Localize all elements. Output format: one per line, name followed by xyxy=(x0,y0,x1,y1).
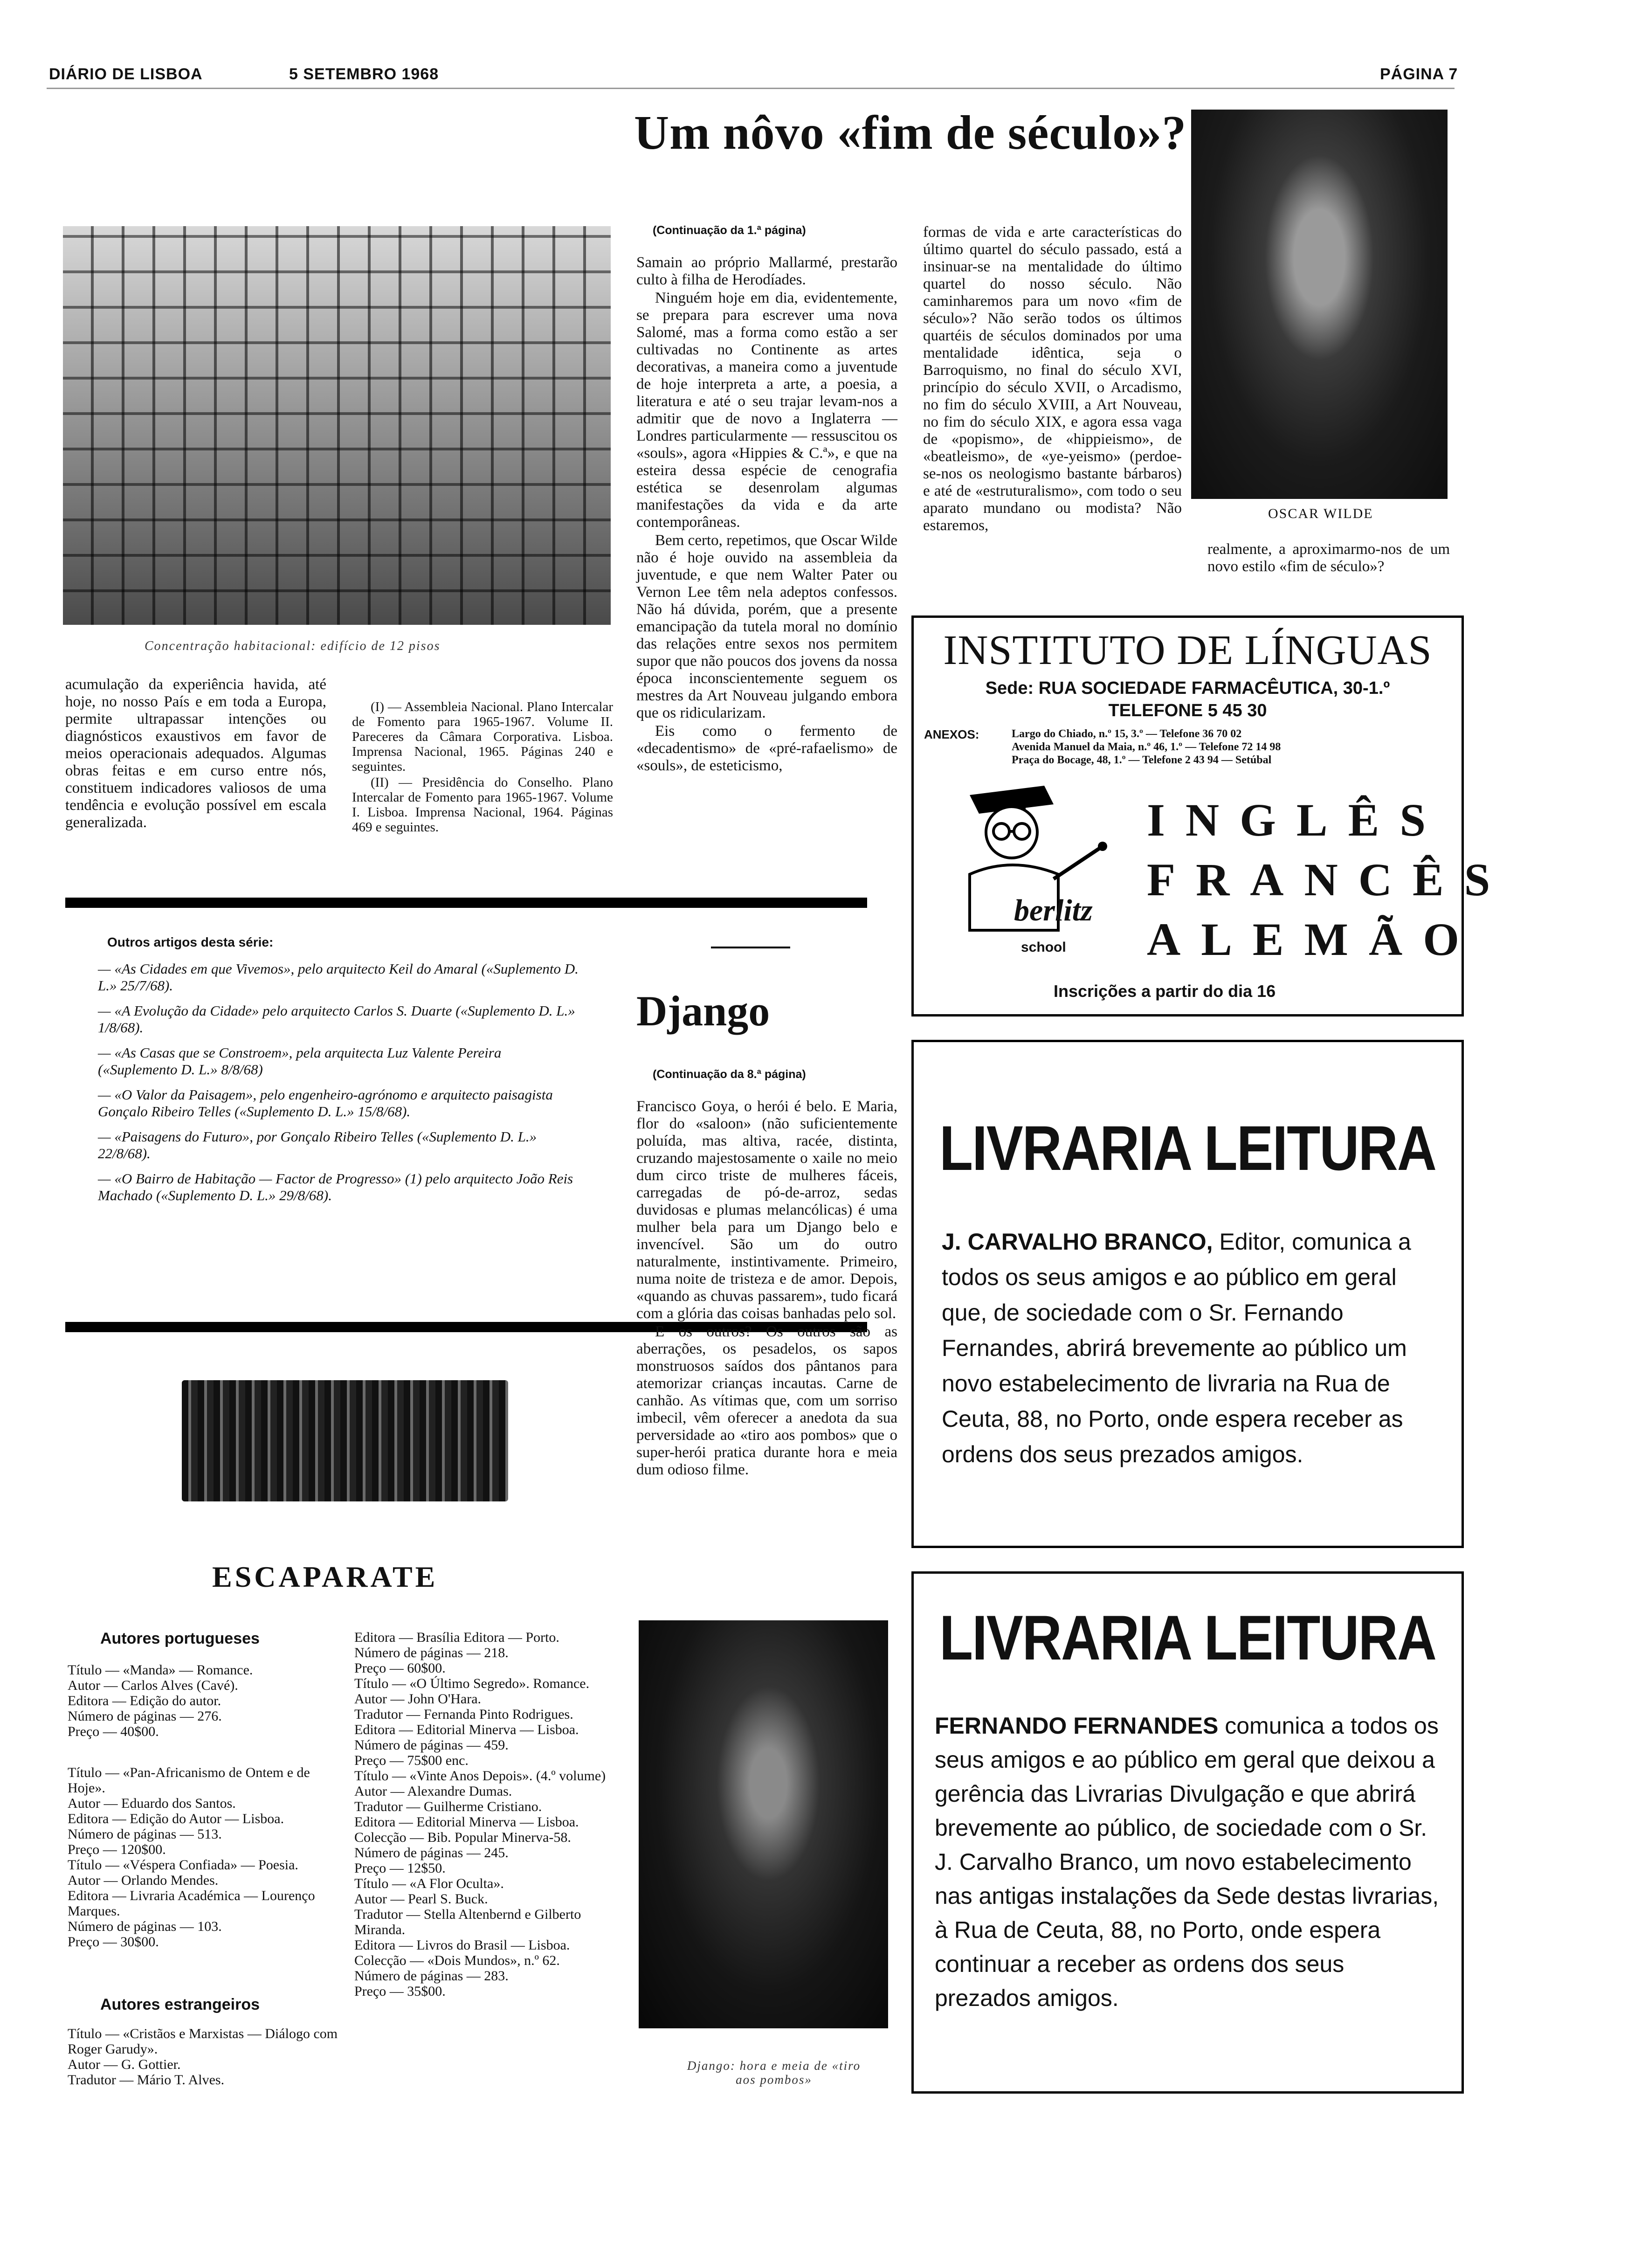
django-text xyxy=(636,1098,897,1480)
book-entry-line: Autor — John O'Hara. xyxy=(354,1691,482,1707)
book-entry-line: Autor — G. Gottier. xyxy=(68,2057,181,2072)
livraria-body-2 xyxy=(935,1709,1443,2015)
book-entry-line: Preço — 120$00. xyxy=(68,1842,166,1857)
book-entry-line: Colecção — Bib. Popular Minerva-58. xyxy=(354,1830,571,1845)
languages-list xyxy=(1147,790,1510,969)
book-entry-line: Preço — 75$00 enc. xyxy=(354,1753,469,1768)
livraria-body-2-lead: FERNANDO FERNANDES xyxy=(935,1713,1219,1739)
escaparate-foreign-entry xyxy=(68,2026,338,2088)
book-entry-line: Tradutor — Mário T. Alves. xyxy=(68,2072,225,2088)
article-paragraph: formas de vida e arte características do último quartel do século passado, está a insinuar-se na mentalidade do último quartel do nosso século. Não caminharemos para um novo «fim de século»? Não serão todos os últimos quartéis de séculos dominados por uma mentalidade idêntica, seja o Barroquismo, no final do século XVI, princípio do século XVII, o Arcadismo, no fim do século XVIII, a Art Nouveau, no fim do século XIX, e agora essa vaga de «popismo», de «hippieismo», de «beatleismo», de «ye-yeismo» (perdoe-se-nos os neologismo bastante bárbaros) e até de «estruturalismo», com todo o seu aparato mundano ou modista? Não estaremos, xyxy=(923,224,1182,534)
anexo-item: Largo do Chiado, n.º 15, 3.º — Telefone 36 70 02 xyxy=(1012,728,1242,740)
escaparate-left-column xyxy=(68,1662,338,1950)
book-entry-line: Preço — 12$50. xyxy=(354,1860,446,1876)
page-number: PÁGINA 7 xyxy=(1380,65,1458,83)
book-entry-line: Número de páginas — 513. xyxy=(68,1826,222,1842)
article-paragraph: Samain ao próprio Mallarmé, prestarão culto à filha de Herodíades. xyxy=(636,254,897,288)
other-article-item: — «O Bairro de Habitação — Factor de Progresso» (1) pelo arquitecto João Reis Machado («Suplemento D. L.» 29/8/68). xyxy=(98,1170,573,1203)
book-entry-line: Número de páginas — 103. xyxy=(68,1919,222,1934)
anexos-list xyxy=(1012,727,1281,767)
book-entry-line: Autor — Alexandre Dumas. xyxy=(354,1784,512,1799)
building-photo xyxy=(63,226,611,625)
book-entry-line: Preço — 60$00. xyxy=(354,1660,446,1676)
livraria-body-1-lead: J. CARVALHO BRANCO, xyxy=(942,1229,1213,1255)
language-item: FRANCÊS xyxy=(1147,854,1511,906)
book-entry-line: Editora — Edição do autor. xyxy=(68,1693,221,1708)
book-entry-line: Autor — Eduardo dos Santos. xyxy=(68,1796,236,1811)
instituto-sede: Sede: RUA SOCIEDADE FARMACÊUTICA, 30-1.º xyxy=(985,678,1390,698)
footnote-1: (I) — Assembleia Nacional. Plano Intercalar de Fomento para 1965-1967. Volume II. Pareceres da Câmara Corporativa. Lisboa. Imprensa Nacional, 1965. Páginas 240 e seguintes. xyxy=(352,699,613,774)
berlitz-logo: berlitz xyxy=(1014,893,1093,927)
book-entry-line: Título — «O Último Segredo». Romance. xyxy=(354,1676,590,1691)
book-entry-line: Título — «Manda» — Romance. xyxy=(68,1662,253,1678)
instituto-linguas-ad xyxy=(911,615,1511,1016)
newspaper-name: DIÁRIO DE LISBOA xyxy=(49,65,203,83)
book-entry-line: Número de páginas — 245. xyxy=(354,1845,509,1860)
book-entry-line: Editora — Livraria Académica — Lourenço Marques. xyxy=(68,1888,315,1919)
book-entry-line: Autor — Pearl S. Buck. xyxy=(354,1891,488,1907)
building-photo-caption: Concentração habitacional: edifício de 12 pisos xyxy=(145,639,441,653)
other-article-item: — «As Cidades em que Vivemos», pelo arquitecto Keil do Amaral («Suplemento D. L.» 25/7/68). xyxy=(98,961,579,994)
issue-date: 5 SETEMBRO 1968 xyxy=(289,65,439,83)
other-article-item: — «A Evolução da Cidade» pelo arquitecto Carlos S. Duarte («Suplemento D. L.» 1/8/68). xyxy=(98,1003,575,1036)
book-entry-line: Tradutor — Stella Altenbernd e Gilberto Miranda. xyxy=(354,1907,581,1937)
footnotes xyxy=(352,699,613,836)
berlitz-mascot-icon xyxy=(942,776,1110,963)
anexos-label: ANEXOS: xyxy=(924,727,979,741)
book-entry-line: Número de páginas — 218. xyxy=(354,1645,509,1660)
book-entry-line: Autor — Orlando Mendes. xyxy=(68,1873,219,1888)
book-entry-line: Editora — Brasília Editora — Porto. xyxy=(354,1630,559,1645)
book-entry-line: Editora — Livros do Brasil — Lisboa. xyxy=(354,1937,570,1953)
authors-portuguese-heading: Autores portugueses xyxy=(100,1630,260,1647)
other-article-item: — «O Valor da Paisagem», pelo engenheiro-agrónomo e arquitecto paisagista Gonçalo Ribeiro Telles («Suplemento D. L.» 15/8/68). xyxy=(98,1086,553,1120)
header-rule xyxy=(47,88,1455,89)
book-entry-line: Tradutor — Fernanda Pinto Rodrigues. xyxy=(354,1707,573,1722)
main-article-left-text xyxy=(65,676,326,832)
article-paragraph: E os outros? Os outros são as aberrações, os pesadelos, os sapos monstruosos saídos dos pântanos para atemorizar crianças incautas. Carne de canhão. As vítimas que, com um sorriso imbecil, vêm oferecer a anedota da sua perversidade ao «tiro aos pombos» que o super-herói pratica durante hora e meia dum odioso filme. xyxy=(636,1323,897,1478)
instituto-telefone: TELEFONE 5 45 30 xyxy=(1108,701,1267,720)
instituto-title: INSTITUTO DE LÍNGUAS xyxy=(943,627,1432,673)
book-entry-line: Editora — Editorial Minerva — Lisboa. xyxy=(354,1814,579,1830)
other-article-item: — «As Casas que se Constroem», pela arquitecta Luz Valente Pereira («Suplemento D. L.» 8/8/68) xyxy=(98,1044,502,1078)
book-entry-line: Título — «Véspera Confiada» — Poesia. xyxy=(68,1857,298,1873)
book-entry-line: Preço — 30$00. xyxy=(68,1934,159,1950)
language-item: INGLÊS xyxy=(1147,794,1446,846)
book-entry-line: Colecção — «Dois Mundos», n.º 62. xyxy=(354,1953,560,1968)
anexo-item: Praça do Bocage, 48, 1.º — Telefone 2 43 94 — Setúbal xyxy=(1012,754,1272,766)
book-entry-line: Título — «Pan-Africanismo de Ontem e de Hoje». xyxy=(68,1765,310,1796)
book-entry-line: Título — «Cristãos e Marxistas — Diálogo com Roger Garudy». xyxy=(68,2026,338,2057)
django-photo-caption: Django: hora e meia de «tiro aos pombos» xyxy=(687,2059,861,2087)
language-item: ALEMÃO xyxy=(1147,913,1480,965)
main-article-column-a xyxy=(636,254,897,775)
article-paragraph: Eis como o fermento de «decadentismo» de «pré-rafaelismo» de «souls», de esteticismo, xyxy=(636,723,897,774)
livraria-leitura-ad-2 xyxy=(911,1571,1464,2094)
main-article-column-c xyxy=(1207,541,1450,576)
portrait-caption: OSCAR WILDE xyxy=(1268,506,1373,521)
article-paragraph: Ninguém hoje em dia, evidentemente, se prepara para escrever uma nova Salomé, mas a forma como estão a ser cultivadas no Continente as artes decorativas, a maneira como a juventude de hoje interpreta a arte, a poesia, a literatura e até o seu trajar levam-nos a admitir que de novo a Inglaterra — Londres particularmente — ressuscitou os «souls», agora «Hippies & C.ª», e que na esteira dessa espécie de cenografia estética se desenrolam algumas manifestações da vida e da arte contemporâneas. xyxy=(636,290,897,531)
book-entry-line: Título — «A Flor Oculta». xyxy=(354,1876,504,1891)
livraria-leitura-ad-1 xyxy=(911,1040,1464,1548)
authors-foreign-heading: Autores estrangeiros xyxy=(100,1996,260,2013)
livraria-body-1-text: Editor, comunica a todos os seus amigos e ao público em geral que, de sociedade com o Sr. Fernando Fernandes, abrirá brevemente ao público um novo estabelecimento de livraria na Rua de Ceuta, 88, no Porto, onde espera receber as ordens dos seus prezados amigos. xyxy=(942,1229,1411,1467)
livraria-title-1: LIVRARIA LEITURA xyxy=(939,1113,1436,1184)
book-entry-line: Preço — 40$00. xyxy=(68,1724,159,1739)
article-separator xyxy=(711,947,790,948)
book-entry-line: Editora — Editorial Minerva — Lisboa. xyxy=(354,1722,579,1737)
article-paragraph: realmente, a aproximarmo-nos de um novo estilo «fim de século»? xyxy=(1207,541,1450,575)
main-article-title: Um nôvo «fim de século»? xyxy=(634,106,1187,159)
other-articles-heading: Outros artigos desta série: xyxy=(107,935,274,949)
article-paragraph: Francisco Goya, o herói é belo. E Maria, flor do «saloon» (não suficientemente poluída, mas altiva, racée, distinta, cruzando majestosamente o xaile no meio dum circo triste de mulheres fáceis, carregadas de pó-de-arroz, sedas duvidosas e plumas melancólicas) é uma mulher bela para um Django belo e invencível. São um do outro naturalmente, instintivamente. Primeiro, numa noite de tristeza e de amor. Depois, «quando as chuvas passarem», tudo ficará com a glória das coisas banhadas pelo sol. xyxy=(636,1098,897,1322)
book-entry-line: Tradutor — Guilherme Cristiano. xyxy=(354,1799,542,1814)
book-entry-line: Preço — 35$00. xyxy=(354,1984,446,1999)
main-article-column-b xyxy=(923,224,1182,535)
oscar-wilde-portrait xyxy=(1191,110,1448,499)
book-entry-line: Título — «Vinte Anos Depois». (4.º volume) xyxy=(354,1768,606,1784)
livraria-body-2-text: comunica a todos os seus amigos e ao público em geral que deixou a gerência das Livrarias Divulgação e que abrirá brevemente ao público, de sociedade com o Sr. J. Carvalho Branco, um novo estabelecimento nas antigas instalações da Sede destas livrarias, à Rua de Ceuta, 88, no Porto, onde espera continuar a receber as ordens dos seus prezados amigos. xyxy=(935,1713,1439,2011)
berlitz-logo-sub: school xyxy=(1021,940,1066,955)
book-entry-line: Autor — Carlos Alves (Cavé). xyxy=(68,1678,238,1693)
django-continuation-note: (Continuação da 8.ª página) xyxy=(653,1068,806,1081)
book-entry-line: Número de páginas — 459. xyxy=(354,1737,509,1753)
book-entry-line: Editora — Edição do Autor — Lisboa. xyxy=(68,1811,284,1826)
anexo-item: Avenida Manuel da Maia, n.º 46, 1.º — Telefone 72 14 98 xyxy=(1012,741,1281,753)
django-title: Django xyxy=(636,987,770,1035)
article-paragraph: Bem certo, repetimos, que Oscar Wilde não é hoje ouvido na assembleia da juventude, e que nem Walter Pater ou Vernon Lee têm nela adeptos confessos. Não há dúvida, porém, que a presente emancipação da tutela moral no domínio das relações entre sexos nos permitem supor que não poucos dos jovens da nossa época inconscientemente seguem os mestres da Art Nouveau julgando embora que os ridicularizam. xyxy=(636,532,897,721)
section-bar-1 xyxy=(65,898,867,908)
footnote-2: (II) — Presidência do Conselho. Plano Intercalar de Fomento para 1965-1967. Volume I. Lisboa. Imprensa Nacional, 1964. Páginas 469 e seguintes. xyxy=(352,775,613,835)
inscricoes-note: Inscrições a partir do dia 16 xyxy=(1054,982,1276,1001)
django-photo xyxy=(639,1620,888,2028)
escaparate-right-column xyxy=(354,1630,615,1999)
escaparate-title: ESCAPARATE xyxy=(212,1560,438,1593)
other-article-item: — «Paisagens do Futuro», por Gonçalo Ribeiro Telles («Suplemento D. L.» 22/8/68). xyxy=(98,1128,537,1162)
book-entry-line: Número de páginas — 283. xyxy=(354,1968,509,1984)
other-articles-list xyxy=(98,961,583,1212)
livraria-title-2: LIVRARIA LEITURA xyxy=(939,1603,1436,1673)
book-entry-line: Número de páginas — 276. xyxy=(68,1708,222,1724)
left-paragraph: acumulação da experiência havida, até hoje, no nosso País e em toda a Europa, permite ultrapassar intenções ou diagnósticos exaustivos em favor de meios operacionais adequados. Algumas obras feitas e em curso entre nós, constituem indicadores valiosos de uma tendência e evolução possível em escala generalizada. xyxy=(65,676,326,831)
escaparate-illustration xyxy=(182,1380,508,1501)
continuation-note: (Continuação da 1.ª página) xyxy=(653,224,806,237)
livraria-body-1 xyxy=(942,1224,1436,1472)
